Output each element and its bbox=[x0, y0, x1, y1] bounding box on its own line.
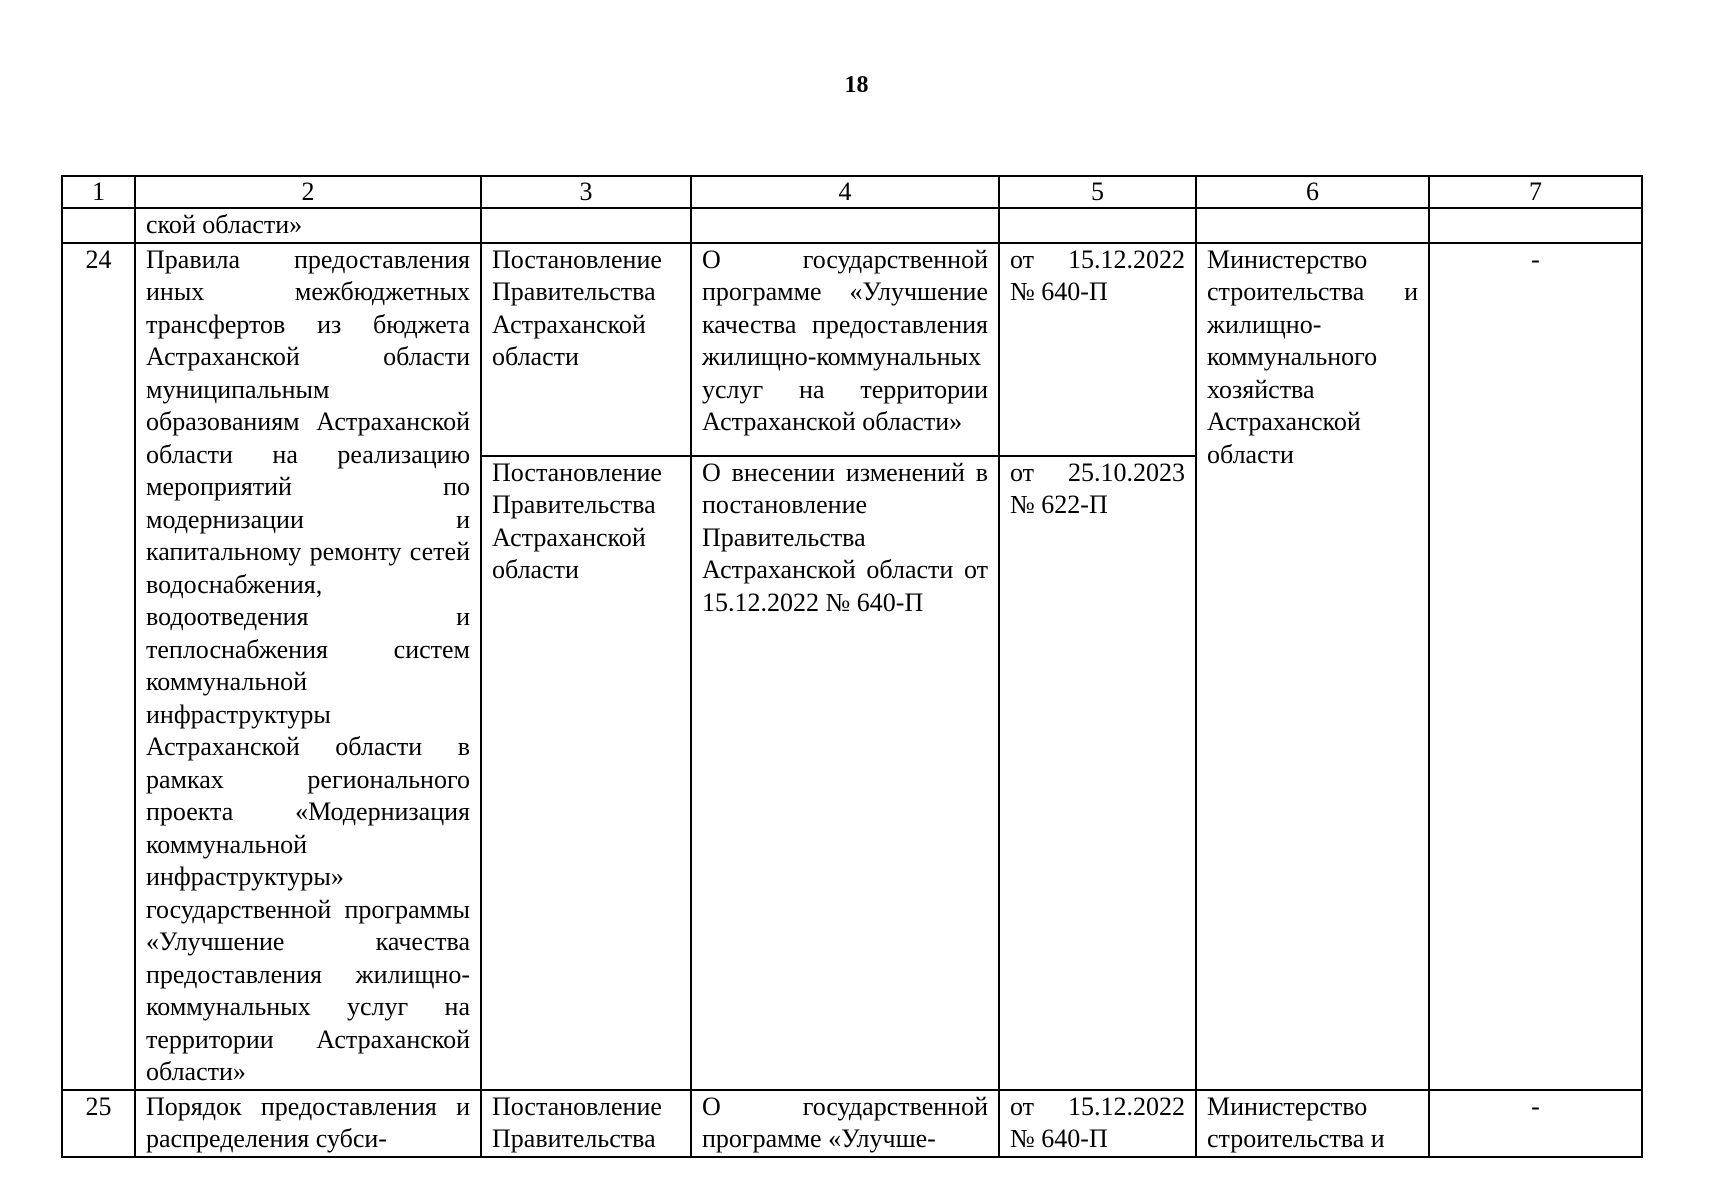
column-number: 1 bbox=[62, 176, 135, 208]
act-date: от 25.10.2023 № 622-П bbox=[999, 456, 1196, 1090]
responsible-authority: Министерство строительства и жилищно-коммунального хозяйства Астраханской области bbox=[1196, 243, 1429, 1090]
act-type: Постановление Правительства bbox=[481, 1090, 691, 1157]
column-number: 5 bbox=[999, 176, 1196, 208]
row-number: 24 bbox=[62, 243, 135, 1090]
act-title: О государственной программе «Улучшение качества предоставления жилищно-коммунальных услуг на территории Астраханской области» bbox=[691, 243, 999, 456]
regulations-table bbox=[61, 175, 1643, 1158]
column-number: 6 bbox=[1196, 176, 1429, 208]
act-type: Постановление Правительства Астраханской области bbox=[481, 456, 691, 1090]
document-name: Порядок предоставления и распределения субси- bbox=[135, 1090, 481, 1157]
column-numbers-row bbox=[62, 176, 1642, 208]
act-type: Постановление Правительства Астраханской области bbox=[481, 243, 691, 456]
column-number: 2 bbox=[135, 176, 481, 208]
document-name: Правила предоставления иных межбюджетных трансфертов из бюджета Астраханской области муниципальным образованиям Астраханской области на реализацию мероприятий по модернизации и капитальному ремонту сетей водоснабжения, водоотведения и теплоснабжения систем коммунальной инфраструктуры Астраханской области в рамках регионального проекта «Модернизация коммунальной инфраструктуры» государственной программы «Улучшение качества предоставления жилищно-коммунальных услуг на территории Астраханской области» bbox=[135, 243, 481, 1090]
column-number: 3 bbox=[481, 176, 691, 208]
act-title: О внесении изменений в постановление Правительства Астраханской области от 15.12.2022 № 640-П bbox=[691, 456, 999, 1090]
table-row bbox=[62, 1090, 1642, 1157]
act-date: от 15.12.2022 № 640-П bbox=[999, 1090, 1196, 1157]
table-row bbox=[62, 243, 1642, 456]
row-number: 25 bbox=[62, 1090, 135, 1157]
act-title: О государственной программе «Улучше- bbox=[691, 1090, 999, 1157]
responsible-authority: Министерство строительства и bbox=[1196, 1090, 1429, 1157]
continuation-row bbox=[62, 208, 1642, 243]
act-date: от 15.12.2022 № 640-П bbox=[999, 243, 1196, 456]
continued-name-text: ской области» bbox=[135, 208, 481, 243]
column-number: 4 bbox=[691, 176, 999, 208]
column-number: 7 bbox=[1429, 176, 1642, 208]
note: - bbox=[1429, 1090, 1642, 1157]
note: - bbox=[1429, 243, 1642, 1090]
page-number: 18 bbox=[844, 72, 869, 98]
